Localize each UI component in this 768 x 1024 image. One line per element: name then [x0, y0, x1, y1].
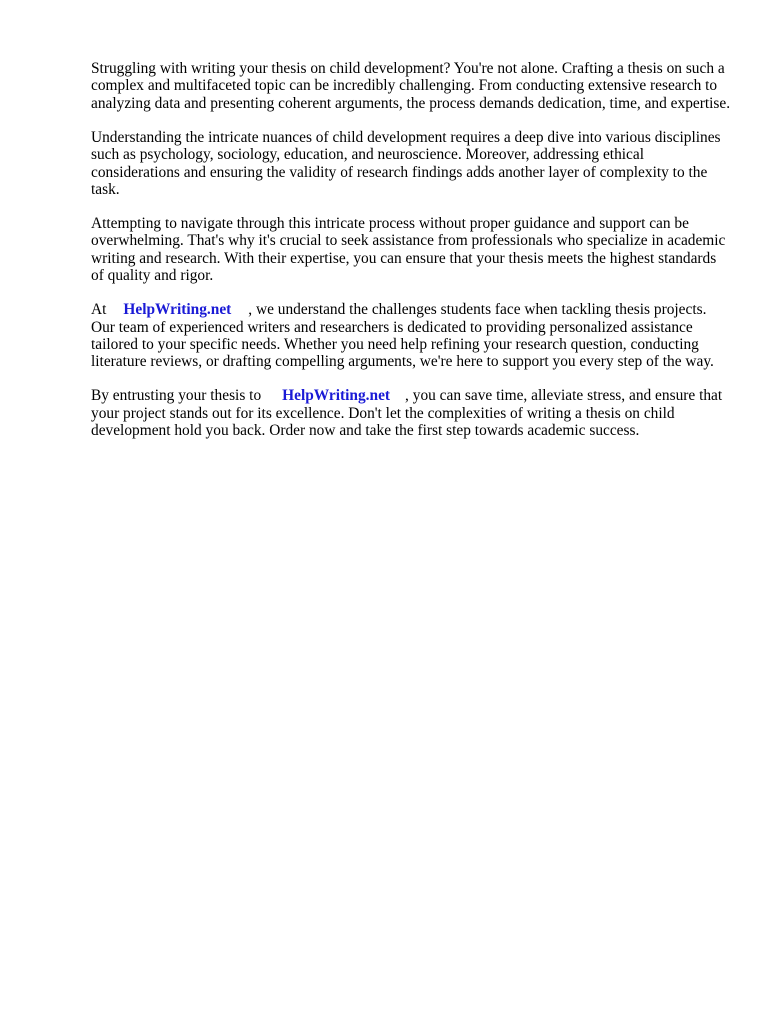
document-body: [91, 60, 731, 456]
paragraph-service-text: , we understand the challenges students face when tackling thesis projects. Our team of experienced writers and researchers is dedicated to providing personalized assistance tailored to your specific needs. Whether you need help refining your research question, conducting literature reviews, or drafting compelling arguments, we're here to support you every step of the way.: [91, 301, 714, 371]
paragraph-guidance: Attempting to navigate through this intricate process without proper guidance and support can be overwhelming. That's why it's crucial to seek assistance from professionals who specialize in academic writing and research. With their expertise, you can ensure that your thesis meets the highest standards of quality and rigor.: [91, 215, 726, 285]
paragraph-closing: [91, 387, 731, 439]
paragraph-intro: Struggling with writing your thesis on child development? You're not alone. Crafting a thesis on such a complex and multifaceted topic can be incredibly challenging. From conducting extensive research to analyzing data and presenting coherent arguments, the process demands dedication, time, and expertise.: [91, 60, 731, 112]
helpwriting-link-closing[interactable]: HelpWriting.net: [282, 387, 391, 405]
paragraph-service-lead: At: [91, 301, 107, 319]
paragraph-disciplines: Understanding the intricate nuances of child development requires a deep dive into various disciplines such as psychology, sociology, education, and neuroscience. Moreover, addressing ethical considerations and ensuring the validity of research findings adds another layer of complexity to the task.: [91, 128, 721, 199]
paragraph-closing-lead: By entrusting your thesis to: [91, 387, 262, 405]
paragraph-closing-text: , you can save time, alleviate stress, and ensure that your project stands out for its excellence. Don't let the complexities of writing a thesis on child development hold you back. Order now and take the first step towards academic success.: [91, 387, 723, 440]
helpwriting-link[interactable]: HelpWriting.net: [123, 301, 232, 319]
paragraph-service: [91, 301, 731, 371]
